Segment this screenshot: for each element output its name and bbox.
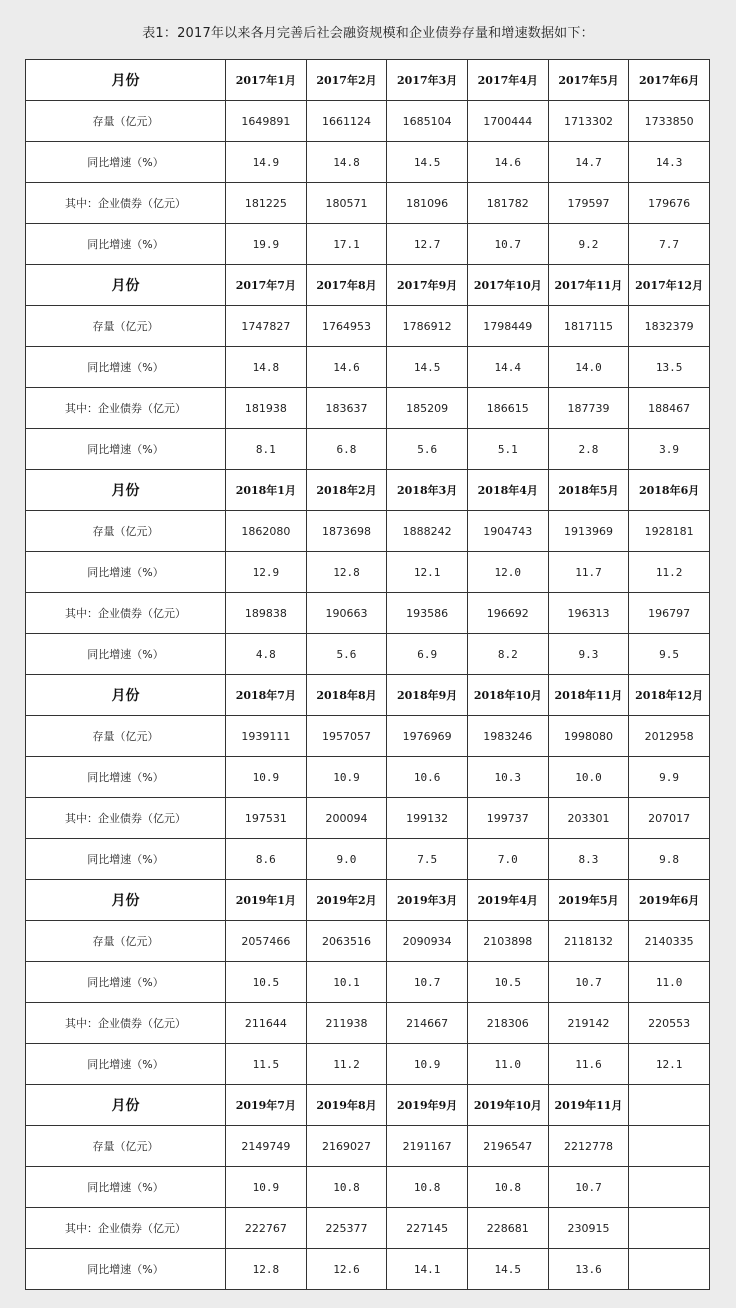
value-cell: 218306 xyxy=(467,1003,548,1044)
month-cell: 2018年11月 xyxy=(548,675,629,716)
value-cell: 11.7 xyxy=(548,552,629,593)
value-cell: 11.6 xyxy=(548,1044,629,1085)
row-label-cell: 同比增速（%） xyxy=(26,552,226,593)
value-cell: 7.0 xyxy=(467,839,548,880)
value-cell: 1764953 xyxy=(306,306,387,347)
value-cell: 14.1 xyxy=(387,1249,468,1290)
value-cell: 14.6 xyxy=(306,347,387,388)
row-label-cell: 其中：企业债券（亿元） xyxy=(26,1208,226,1249)
value-cell: 199132 xyxy=(387,798,468,839)
row-label-cell: 同比增速（%） xyxy=(26,757,226,798)
stock-row xyxy=(26,716,710,757)
value-cell: 188467 xyxy=(629,388,710,429)
stock-row xyxy=(26,511,710,552)
row-label-cell: 其中：企业债券（亿元） xyxy=(26,798,226,839)
financing-stock-table xyxy=(25,59,710,1290)
value-cell: 207017 xyxy=(629,798,710,839)
value-cell: 1713302 xyxy=(548,101,629,142)
month-cell: 2019年5月 xyxy=(548,880,629,921)
value-cell: 9.8 xyxy=(629,839,710,880)
month-cell: 2017年10月 xyxy=(467,265,548,306)
month-cell xyxy=(629,1085,710,1126)
value-cell: 12.8 xyxy=(226,1249,307,1290)
row-label-cell: 其中：企业债券（亿元） xyxy=(26,1003,226,1044)
row-label-cell: 同比增速（%） xyxy=(26,347,226,388)
month-cell: 2019年1月 xyxy=(226,880,307,921)
month-cell: 2018年2月 xyxy=(306,470,387,511)
month-cell: 2019年2月 xyxy=(306,880,387,921)
value-cell: 9.2 xyxy=(548,224,629,265)
row-label-cell: 同比增速（%） xyxy=(26,429,226,470)
bond-growth-row xyxy=(26,429,710,470)
value-cell: 14.9 xyxy=(226,142,307,183)
month-header-row xyxy=(26,880,710,921)
value-cell: 2191167 xyxy=(387,1126,468,1167)
value-cell: 1976969 xyxy=(387,716,468,757)
row-label-cell: 同比增速（%） xyxy=(26,1249,226,1290)
value-cell: 193586 xyxy=(387,593,468,634)
value-cell: 10.7 xyxy=(548,1167,629,1208)
value-cell: 2149749 xyxy=(226,1126,307,1167)
value-cell: 14.0 xyxy=(548,347,629,388)
month-cell: 2019年4月 xyxy=(467,880,548,921)
value-cell: 10.9 xyxy=(387,1044,468,1085)
stock-row xyxy=(26,1126,710,1167)
value-cell: 2012958 xyxy=(629,716,710,757)
value-cell: 2118132 xyxy=(548,921,629,962)
month-label-cell: 月份 xyxy=(26,1085,226,1126)
value-cell: 2.8 xyxy=(548,429,629,470)
table-caption: 表1：2017年以来各月完善后社会融资规模和企业债券存量和增速数据如下： xyxy=(142,26,594,41)
month-cell: 2019年11月 xyxy=(548,1085,629,1126)
month-cell: 2017年12月 xyxy=(629,265,710,306)
value-cell: 10.1 xyxy=(306,962,387,1003)
value-cell: 19.9 xyxy=(226,224,307,265)
value-cell: 1700444 xyxy=(467,101,548,142)
value-cell: 199737 xyxy=(467,798,548,839)
bond-growth-row xyxy=(26,839,710,880)
value-cell: 11.2 xyxy=(629,552,710,593)
value-cell: 197531 xyxy=(226,798,307,839)
value-cell: 203301 xyxy=(548,798,629,839)
value-cell: 12.1 xyxy=(387,552,468,593)
value-cell xyxy=(629,1208,710,1249)
row-label-cell: 存量（亿元） xyxy=(26,306,226,347)
month-header-row xyxy=(26,60,710,101)
value-cell: 1913969 xyxy=(548,511,629,552)
value-cell: 219142 xyxy=(548,1003,629,1044)
bond-growth-row xyxy=(26,1249,710,1290)
value-cell: 12.9 xyxy=(226,552,307,593)
month-cell: 2018年6月 xyxy=(629,470,710,511)
stock-growth-row xyxy=(26,552,710,593)
value-cell: 8.2 xyxy=(467,634,548,675)
value-cell: 5.6 xyxy=(306,634,387,675)
value-cell: 1939111 xyxy=(226,716,307,757)
value-cell: 10.5 xyxy=(226,962,307,1003)
value-cell: 10.0 xyxy=(548,757,629,798)
value-cell: 10.7 xyxy=(387,962,468,1003)
value-cell: 11.0 xyxy=(467,1044,548,1085)
value-cell xyxy=(629,1249,710,1290)
value-cell: 10.9 xyxy=(226,1167,307,1208)
value-cell: 1862080 xyxy=(226,511,307,552)
value-cell: 228681 xyxy=(467,1208,548,1249)
value-cell: 225377 xyxy=(306,1208,387,1249)
stock-row xyxy=(26,306,710,347)
value-cell: 10.8 xyxy=(306,1167,387,1208)
month-cell: 2019年3月 xyxy=(387,880,468,921)
value-cell: 9.0 xyxy=(306,839,387,880)
stock-growth-row xyxy=(26,1167,710,1208)
month-cell: 2017年9月 xyxy=(387,265,468,306)
value-cell: 8.1 xyxy=(226,429,307,470)
month-cell: 2019年7月 xyxy=(226,1085,307,1126)
value-cell: 13.5 xyxy=(629,347,710,388)
month-cell: 2018年3月 xyxy=(387,470,468,511)
month-label-cell: 月份 xyxy=(26,675,226,716)
month-label-cell: 月份 xyxy=(26,880,226,921)
value-cell: 10.9 xyxy=(306,757,387,798)
value-cell: 1873698 xyxy=(306,511,387,552)
value-cell: 227145 xyxy=(387,1208,468,1249)
month-cell: 2019年8月 xyxy=(306,1085,387,1126)
stock-growth-row xyxy=(26,347,710,388)
row-label-cell: 同比增速（%） xyxy=(26,1044,226,1085)
value-cell: 1957057 xyxy=(306,716,387,757)
value-cell: 222767 xyxy=(226,1208,307,1249)
value-cell: 2090934 xyxy=(387,921,468,962)
month-cell: 2017年7月 xyxy=(226,265,307,306)
value-cell: 1998080 xyxy=(548,716,629,757)
month-label-cell: 月份 xyxy=(26,470,226,511)
value-cell: 181096 xyxy=(387,183,468,224)
value-cell: 14.7 xyxy=(548,142,629,183)
month-cell: 2017年6月 xyxy=(629,60,710,101)
value-cell: 187739 xyxy=(548,388,629,429)
value-cell: 211644 xyxy=(226,1003,307,1044)
row-label-cell: 存量（亿元） xyxy=(26,716,226,757)
bond-row xyxy=(26,798,710,839)
stock-growth-row xyxy=(26,962,710,1003)
value-cell: 10.6 xyxy=(387,757,468,798)
month-cell: 2018年10月 xyxy=(467,675,548,716)
value-cell: 1904743 xyxy=(467,511,548,552)
value-cell: 1928181 xyxy=(629,511,710,552)
value-cell: 211938 xyxy=(306,1003,387,1044)
row-label-cell: 同比增速（%） xyxy=(26,224,226,265)
value-cell: 14.5 xyxy=(387,347,468,388)
bond-growth-row xyxy=(26,224,710,265)
value-cell: 13.6 xyxy=(548,1249,629,1290)
month-label-cell: 月份 xyxy=(26,60,226,101)
value-cell: 12.7 xyxy=(387,224,468,265)
bond-row xyxy=(26,1208,710,1249)
value-cell xyxy=(629,1167,710,1208)
row-label-cell: 同比增速（%） xyxy=(26,962,226,1003)
month-header-row xyxy=(26,675,710,716)
value-cell: 1832379 xyxy=(629,306,710,347)
value-cell: 14.3 xyxy=(629,142,710,183)
month-cell: 2018年7月 xyxy=(226,675,307,716)
value-cell: 8.6 xyxy=(226,839,307,880)
value-cell: 180571 xyxy=(306,183,387,224)
month-cell: 2017年4月 xyxy=(467,60,548,101)
value-cell: 14.6 xyxy=(467,142,548,183)
bond-row xyxy=(26,593,710,634)
value-cell: 2057466 xyxy=(226,921,307,962)
bond-growth-row xyxy=(26,1044,710,1085)
value-cell: 9.9 xyxy=(629,757,710,798)
row-label-cell: 同比增速（%） xyxy=(26,634,226,675)
stock-growth-row xyxy=(26,142,710,183)
value-cell: 179676 xyxy=(629,183,710,224)
value-cell: 6.9 xyxy=(387,634,468,675)
value-cell: 196313 xyxy=(548,593,629,634)
stock-growth-row xyxy=(26,757,710,798)
month-header-row xyxy=(26,1085,710,1126)
value-cell: 7.5 xyxy=(387,839,468,880)
month-cell: 2018年9月 xyxy=(387,675,468,716)
value-cell: 3.9 xyxy=(629,429,710,470)
value-cell: 214667 xyxy=(387,1003,468,1044)
value-cell xyxy=(629,1126,710,1167)
value-cell: 190663 xyxy=(306,593,387,634)
value-cell: 17.1 xyxy=(306,224,387,265)
value-cell: 11.0 xyxy=(629,962,710,1003)
table-body xyxy=(26,60,710,1290)
month-cell: 2017年1月 xyxy=(226,60,307,101)
value-cell: 1798449 xyxy=(467,306,548,347)
month-cell: 2017年8月 xyxy=(306,265,387,306)
month-cell: 2017年2月 xyxy=(306,60,387,101)
value-cell: 10.5 xyxy=(467,962,548,1003)
value-cell: 11.2 xyxy=(306,1044,387,1085)
value-cell: 1983246 xyxy=(467,716,548,757)
value-cell: 181938 xyxy=(226,388,307,429)
month-cell: 2019年6月 xyxy=(629,880,710,921)
value-cell: 179597 xyxy=(548,183,629,224)
row-label-cell: 存量（亿元） xyxy=(26,921,226,962)
row-label-cell: 存量（亿元） xyxy=(26,511,226,552)
value-cell: 12.8 xyxy=(306,552,387,593)
value-cell: 2196547 xyxy=(467,1126,548,1167)
value-cell: 10.7 xyxy=(467,224,548,265)
value-cell: 1747827 xyxy=(226,306,307,347)
month-cell: 2018年8月 xyxy=(306,675,387,716)
bond-row xyxy=(26,1003,710,1044)
value-cell: 230915 xyxy=(548,1208,629,1249)
value-cell: 10.7 xyxy=(548,962,629,1003)
value-cell: 4.8 xyxy=(226,634,307,675)
value-cell: 14.8 xyxy=(226,347,307,388)
month-cell: 2018年1月 xyxy=(226,470,307,511)
value-cell: 12.0 xyxy=(467,552,548,593)
row-label-cell: 其中：企业债券（亿元） xyxy=(26,593,226,634)
value-cell: 2169027 xyxy=(306,1126,387,1167)
value-cell: 14.5 xyxy=(387,142,468,183)
value-cell: 2103898 xyxy=(467,921,548,962)
month-cell: 2019年9月 xyxy=(387,1085,468,1126)
value-cell: 1661124 xyxy=(306,101,387,142)
bond-growth-row xyxy=(26,634,710,675)
value-cell: 11.5 xyxy=(226,1044,307,1085)
value-cell: 196692 xyxy=(467,593,548,634)
value-cell: 6.8 xyxy=(306,429,387,470)
stock-row xyxy=(26,921,710,962)
value-cell: 200094 xyxy=(306,798,387,839)
month-label-cell: 月份 xyxy=(26,265,226,306)
month-header-row xyxy=(26,265,710,306)
value-cell: 10.8 xyxy=(387,1167,468,1208)
value-cell: 2140335 xyxy=(629,921,710,962)
value-cell: 5.1 xyxy=(467,429,548,470)
value-cell: 10.8 xyxy=(467,1167,548,1208)
row-label-cell: 同比增速（%） xyxy=(26,1167,226,1208)
value-cell: 9.5 xyxy=(629,634,710,675)
value-cell: 2063516 xyxy=(306,921,387,962)
value-cell: 9.3 xyxy=(548,634,629,675)
value-cell: 10.3 xyxy=(467,757,548,798)
value-cell: 181782 xyxy=(467,183,548,224)
value-cell: 12.1 xyxy=(629,1044,710,1085)
value-cell: 189838 xyxy=(226,593,307,634)
value-cell: 1649891 xyxy=(226,101,307,142)
value-cell: 2212778 xyxy=(548,1126,629,1167)
value-cell: 12.6 xyxy=(306,1249,387,1290)
value-cell: 5.6 xyxy=(387,429,468,470)
value-cell: 220553 xyxy=(629,1003,710,1044)
value-cell: 7.7 xyxy=(629,224,710,265)
row-label-cell: 存量（亿元） xyxy=(26,1126,226,1167)
value-cell: 183637 xyxy=(306,388,387,429)
month-cell: 2017年3月 xyxy=(387,60,468,101)
value-cell: 1685104 xyxy=(387,101,468,142)
month-cell: 2018年4月 xyxy=(467,470,548,511)
month-cell: 2017年11月 xyxy=(548,265,629,306)
value-cell: 181225 xyxy=(226,183,307,224)
value-cell: 1817115 xyxy=(548,306,629,347)
month-cell: 2018年12月 xyxy=(629,675,710,716)
value-cell: 14.8 xyxy=(306,142,387,183)
row-label-cell: 同比增速（%） xyxy=(26,839,226,880)
row-label-cell: 同比增速（%） xyxy=(26,142,226,183)
bond-row xyxy=(26,388,710,429)
value-cell: 14.4 xyxy=(467,347,548,388)
value-cell: 1733850 xyxy=(629,101,710,142)
row-label-cell: 其中：企业债券（亿元） xyxy=(26,183,226,224)
value-cell: 1786912 xyxy=(387,306,468,347)
value-cell: 185209 xyxy=(387,388,468,429)
month-cell: 2019年10月 xyxy=(467,1085,548,1126)
value-cell: 186615 xyxy=(467,388,548,429)
month-cell: 2017年5月 xyxy=(548,60,629,101)
value-cell: 8.3 xyxy=(548,839,629,880)
value-cell: 1888242 xyxy=(387,511,468,552)
month-header-row xyxy=(26,470,710,511)
row-label-cell: 其中：企业债券（亿元） xyxy=(26,388,226,429)
row-label-cell: 存量（亿元） xyxy=(26,101,226,142)
month-cell: 2018年5月 xyxy=(548,470,629,511)
stock-row xyxy=(26,101,710,142)
value-cell: 14.5 xyxy=(467,1249,548,1290)
bond-row xyxy=(26,183,710,224)
value-cell: 196797 xyxy=(629,593,710,634)
value-cell: 10.9 xyxy=(226,757,307,798)
